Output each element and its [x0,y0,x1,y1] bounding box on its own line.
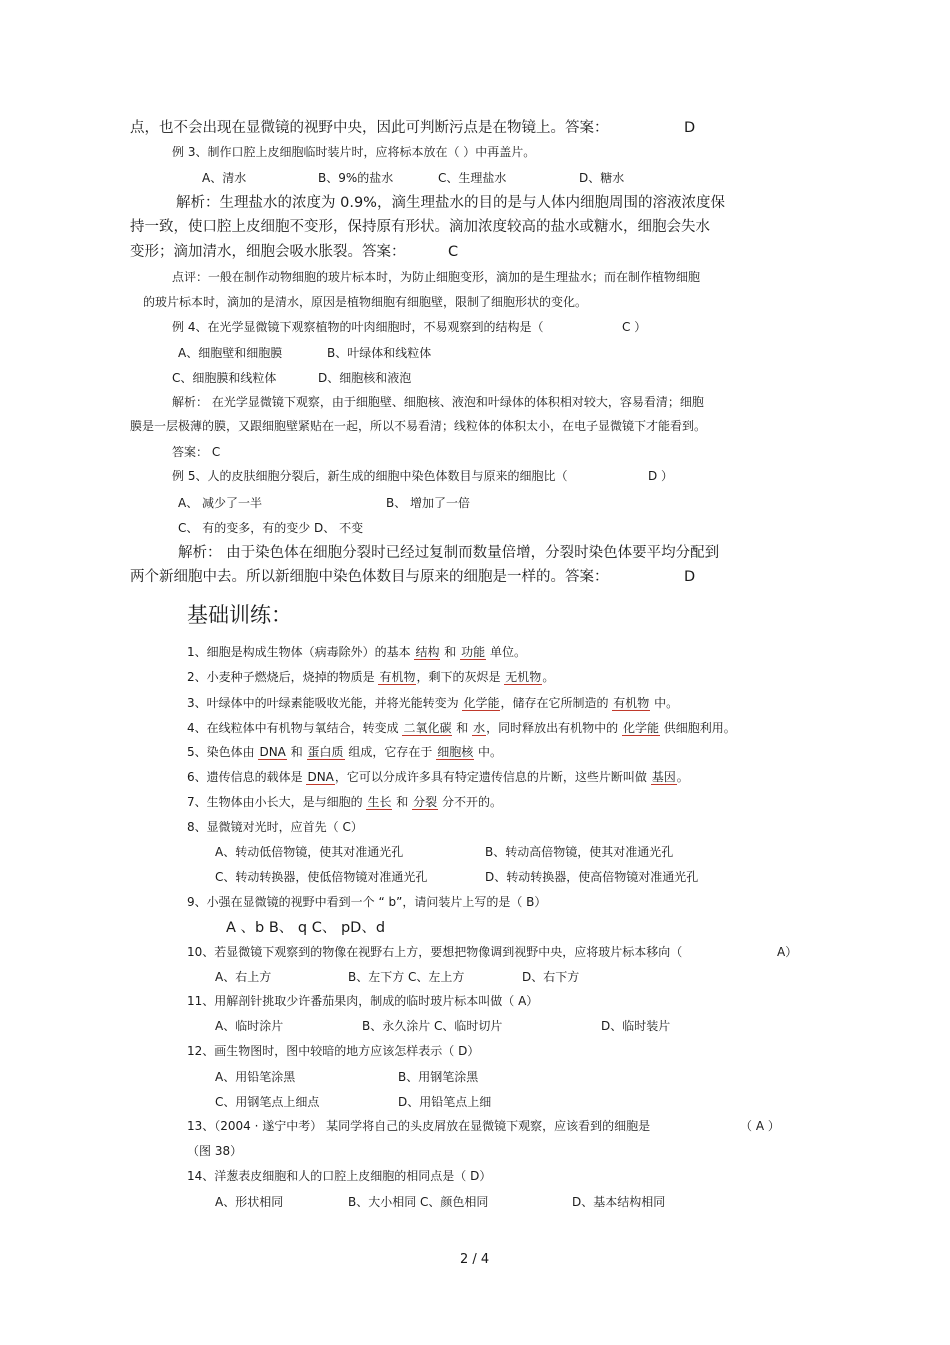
answer-blank: 化学能 [622,721,659,735]
text-line: 的玻片标本时，滴加的是清水，原因是植物细胞有细胞壁，限制了细胞形状的变化。 [143,295,588,309]
answer-blank: 分裂 [413,795,438,809]
text-line: 例 5、人的皮肤细胞分裂后，新生成的细胞中染色体数目与原来的细胞比（ D ） [172,469,674,483]
option-line: A、用铅笔涂黑 B、用钢笔涂黑 [215,1070,479,1084]
question-13: 13、（2004 · 遂宁中考） 某同学将自己的头皮屑放在显微镜下观察，应该看到的细胞是 （ A ） [187,1119,780,1133]
text-line: 变形；滴加清水，细胞会吸水胀裂。答案： C [130,244,459,260]
text-line: 两个新细胞中去。所以新细胞中染色体数目与原来的细胞是一样的。答案： D [130,569,696,585]
text-line: A、 减少了一半 B、 增加了一倍 [178,496,471,510]
option-line: A、形状相同 B、大小相同 C、颜色相同 D、基本结构相同 [215,1195,666,1209]
option-line: C、用钢笔点上细点 D、用铅笔点上细 [215,1095,492,1109]
figure-ref: （图 38） [187,1144,243,1158]
question-14: 14、洋葱表皮细胞和人的口腔上皮细胞的相同点是（ D） [187,1169,492,1183]
option-line: A、转动低倍物镜，使其对准通光孔 B、转动高倍物镜，使其对准通光孔 [215,845,674,859]
question-1: 1、细胞是构成生物体（病毒除外）的基本 结构 和 功能 单位。 [187,645,526,659]
text-line: 例 4、在光学显微镜下观察植物的叶肉细胞时，不易观察到的结构是（ C ） [172,320,647,334]
answer-blank: 蛋白质 [307,745,344,759]
answer-blank: 基因 [651,770,676,784]
answer-blank: 二氧化碳 [403,721,452,735]
text-line: 点，也不会出现在显微镜的视野中央，因此可判断污点是在物镜上。答案： D [130,120,696,136]
text-line: 例 3、制作口腔上皮细胞临时装片时，应将标本放在（ ）中再盖片。 [172,145,536,159]
text-line: 膜是一层极薄的膜，又跟细胞壁紧贴在一起，所以不易看清；线粒体的体积太小，在电子显微镜下才能看到。 [130,419,707,433]
answer-blank: 功能 [461,645,486,659]
text-line: 点评：一般在制作动物细胞的玻片标本时，为防止细胞变形，滴加的是生理盐水；而在制作植物细胞 [172,270,701,284]
question-5: 5、染色体由 DNA 和 蛋白质 组成，它存在于 细胞核 中。 [187,745,503,759]
answer-blank: 无机物 [505,670,542,684]
question-6: 6、遗传信息的载体是 DNA，它可以分成许多具有特定遗传信息的片断，这些片断叫做 基因。 [187,770,689,784]
question-3: 3、叶绿体中的叶绿素能吸收光能，并将光能转变为 化学能，储存在它所制造的 有机物 中。 [187,696,679,710]
text-line: 解析： 在光学显微镜下观察，由于细胞壁、细胞核、液泡和叶绿体的体积相对较大，容易看清；细胞 [172,395,704,409]
question-9: 9、小强在显微镜的视野中看到一个 “ b”，请问装片上写的是（ B） [187,895,547,909]
answer-blank: DNA [259,745,286,759]
answer-blank: DNA [307,770,334,784]
text-line: 答案： C [172,445,221,459]
answer-blank: 细胞核 [437,745,474,759]
question-4: 4、在线粒体中有机物与氧结合，转变成 二氧化碳 和 水，同时释放出有机物中的 化学能 供细胞利用。 [187,721,736,735]
text-line: C、 有的变多，有的变少 D、 不变 [178,521,364,535]
question-2: 2、小麦种子燃烧后，烧掉的物质是 有机物，剩下的灰烬是 无机物。 [187,670,555,684]
text-line: A、细胞壁和细胞膜 B、叶绿体和线粒体 [178,346,432,360]
answer-blank: 生长 [367,795,392,809]
answer-blank: 有机物 [613,696,650,710]
question-11: 11、用解剖针挑取少许番茄果肉，制成的临时玻片标本叫做（ A） [187,994,539,1008]
answer-blank: 水 [473,721,486,735]
text-line: 解析：生理盐水的浓度为 0.9%，滴生理盐水的目的是与人体内细胞周围的溶液浓度保 [176,195,725,211]
text-line: 解析： 由于染色体在细胞分裂时已经过复制而数量倍增，分裂时染色体要平均分配到 [178,545,720,561]
option-line: A 、b B、 q C、 pD、d [226,920,386,936]
question-7: 7、生物体由小长大，是与细胞的 生长 和 分裂 分不开的。 [187,795,502,809]
answer-blank: 结构 [415,645,440,659]
answer-blank: 化学能 [463,696,500,710]
answer-blank: 有机物 [379,670,416,684]
option-line: A、右上方 B、左下方 C、左上方 D、右下方 [215,970,580,984]
page-number: 2 / 4 [460,1252,490,1267]
option-line: A、临时涂片 B、永久涂片 C、临时切片 D、临时装片 [215,1019,671,1033]
text-line: C、细胞膜和线粒体 D、细胞核和液泡 [172,371,412,385]
question-12: 12、画生物图时，图中较暗的地方应该怎样表示（ D） [187,1044,480,1058]
question-10: 10、若显微镜下观察到的物像在视野右上方，要想把物像调到视野中央，应将玻片标本移向（ A） [187,945,798,959]
text-line: 持一致，使口腔上皮细胞不变形，保持原有形状。滴加浓度较高的盐水或糖水，细胞会失水 [130,219,710,235]
section-heading: 基础训练： [187,603,292,627]
option-line: C、转动转换器，使低倍物镜对准通光孔 D、转动转换器，使高倍物镜对准通光孔 [215,870,699,884]
text-line: A、清水 B、9%的盐水 C、生理盐水 D、糖水 [202,171,625,185]
question-8: 8、显微镜对光时，应首先（ C） [187,820,363,834]
